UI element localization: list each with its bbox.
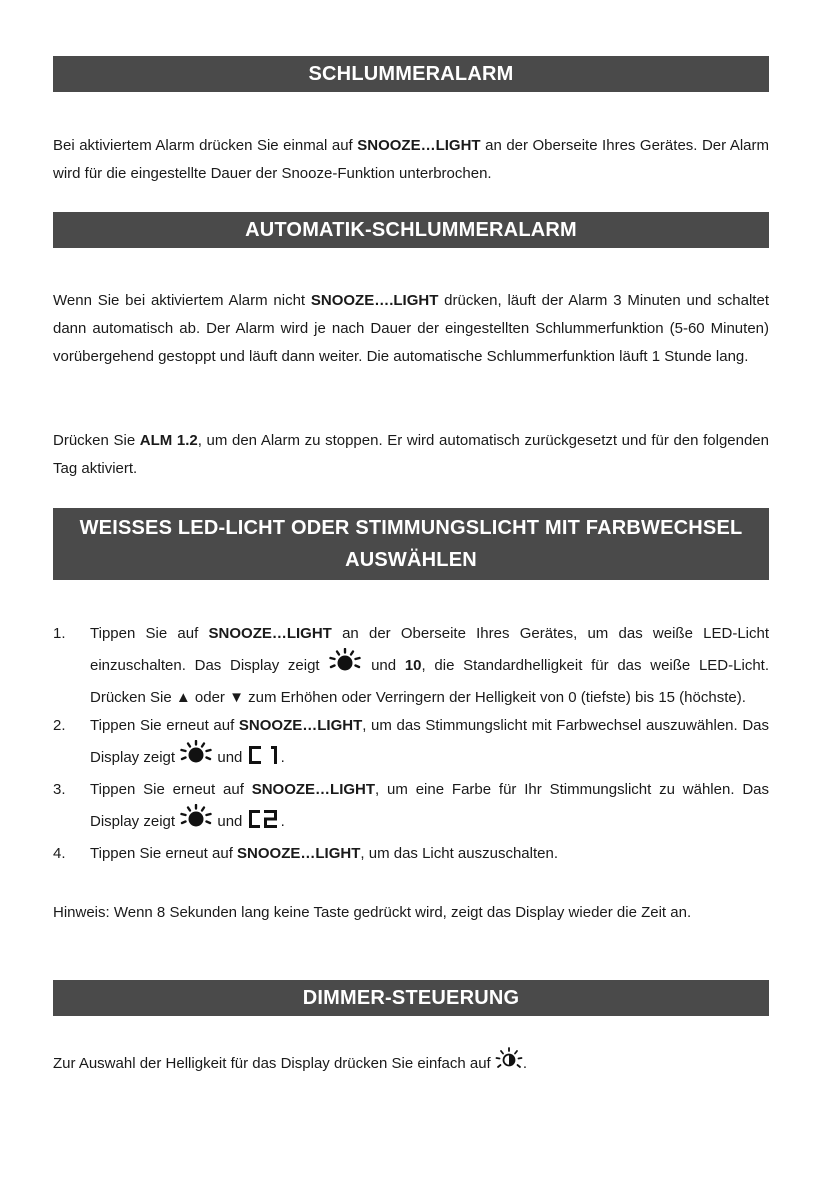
snooze-light-label: SNOOZE…LIGHT [237, 845, 361, 862]
text: oder [190, 689, 230, 706]
text: , um den Alarm zu stoppen. Er wird automatisch zurückgesetzt und für den folgenden Tag aktiviert. [53, 432, 769, 477]
heading-light [53, 508, 769, 580]
text: Tippen Sie auf [90, 625, 209, 642]
triangle-up-icon: ▲ [175, 689, 191, 706]
list-item [53, 840, 769, 868]
text: Bei aktiviertem Alarm drücken Sie einmal auf [53, 137, 358, 154]
note-paragraph [53, 899, 769, 927]
step-number: 4. [53, 845, 66, 862]
heading-light-line2: AUSWÄHLEN [345, 549, 477, 571]
light-steps-list [53, 620, 769, 868]
text: , um das Stimmungslicht mit Farbwechsel auszuwählen. Das Display zeigt [90, 717, 769, 766]
brightness-value: 10 [404, 656, 422, 674]
text: Tippen Sie erneut auf [90, 781, 252, 798]
text: , die Standardhelligkeit für das weiße LED-Licht. Drücken Sie [90, 656, 769, 706]
text: und [217, 812, 247, 830]
heading-auto-snooze-text: AUTOMATIK-SCHLUMMERALARM [245, 219, 577, 241]
list-item [53, 712, 769, 776]
light-bulb-icon [328, 648, 362, 684]
text: und [217, 748, 247, 766]
display-c1-segment [247, 745, 281, 775]
text: . [280, 748, 285, 766]
dimmer-icon [495, 1047, 523, 1081]
text: Tippen Sie erneut auf [90, 845, 238, 862]
snooze-light-label: SNOOZE…LIGHT [208, 625, 332, 642]
paragraph-dimmer [53, 1047, 769, 1081]
heading-dimmer [53, 980, 769, 1016]
step-number: 1. [53, 625, 66, 642]
list-item [53, 620, 769, 712]
light-bulb-icon [179, 740, 213, 776]
heading-dimmer-text: DIMMER-STEUERUNG [302, 987, 520, 1009]
text: an der Oberseite Ihres Gerätes. Der Alarm wird für die eingestellte Dauer der Snooze-Funktion unterbrochen. [53, 137, 769, 182]
step-number: 3. [53, 781, 66, 798]
heading-auto-snooze [53, 212, 769, 248]
text: Zur Auswahl der Helligkeit für das Display drücken Sie einfach auf [53, 1054, 495, 1072]
text: . [280, 812, 285, 830]
text: an der Oberseite Ihres Gerätes, um das weiße LED-Licht einzuschalten. Das Display zeigt [90, 625, 770, 674]
snooze-light-label: SNOOZE…LIGHT [238, 717, 363, 734]
snooze-light-label: SNOOZE…LIGHT [357, 137, 481, 154]
list-item [53, 776, 769, 840]
text: und [371, 656, 405, 674]
note-text: Hinweis: Wenn 8 Sekunden lang keine Taste gedrückt wird, zeigt das Display wieder die Zeit an. [53, 904, 692, 921]
text: Tippen Sie erneut auf [90, 717, 239, 734]
paragraph-auto-snooze-1 [53, 287, 769, 371]
snooze-light-label: SNOOZE….LIGHT [310, 292, 439, 309]
heading-snooze-text: SCHLUMMERALARM [308, 63, 514, 85]
text: , um das Licht auszuschalten. [360, 845, 558, 862]
light-bulb-icon [179, 804, 213, 840]
heading-light-line1: WEISSES LED-LICHT ODER STIMMUNGSLICHT MIT FARBWECHSEL [79, 517, 743, 539]
triangle-down-icon: ▼ [229, 689, 244, 706]
display-c2-segment [247, 809, 281, 839]
text: drücken, läuft der Alarm 3 Minuten und schaltet dann automatisch ab. Der Alarm wird je nach Dauer der eingestellten Schlummerfunktion (5-60 Minuten) vorübergehend gestoppt und läuft dann weiter. Die automatische Schlummerfunktion läuft 1 Stunde lang. [53, 292, 769, 365]
paragraph-snooze [53, 132, 769, 188]
step-number: 2. [53, 717, 66, 734]
text: Wenn Sie bei aktiviertem Alarm nicht [53, 292, 311, 309]
text: , um eine Farbe für Ihr Stimmungslicht zu wählen. Das Display zeigt [90, 781, 769, 830]
text: Drücken Sie [53, 432, 140, 449]
text: zum Erhöhen oder Verringern der Helligkeit von 0 (tiefste) bis 15 (höchste). [243, 689, 746, 706]
paragraph-auto-snooze-2 [53, 427, 769, 483]
alm-label: ALM 1.2 [139, 432, 198, 449]
heading-snooze [53, 56, 769, 92]
text: . [522, 1054, 528, 1072]
snooze-light-label: SNOOZE…LIGHT [251, 781, 376, 798]
